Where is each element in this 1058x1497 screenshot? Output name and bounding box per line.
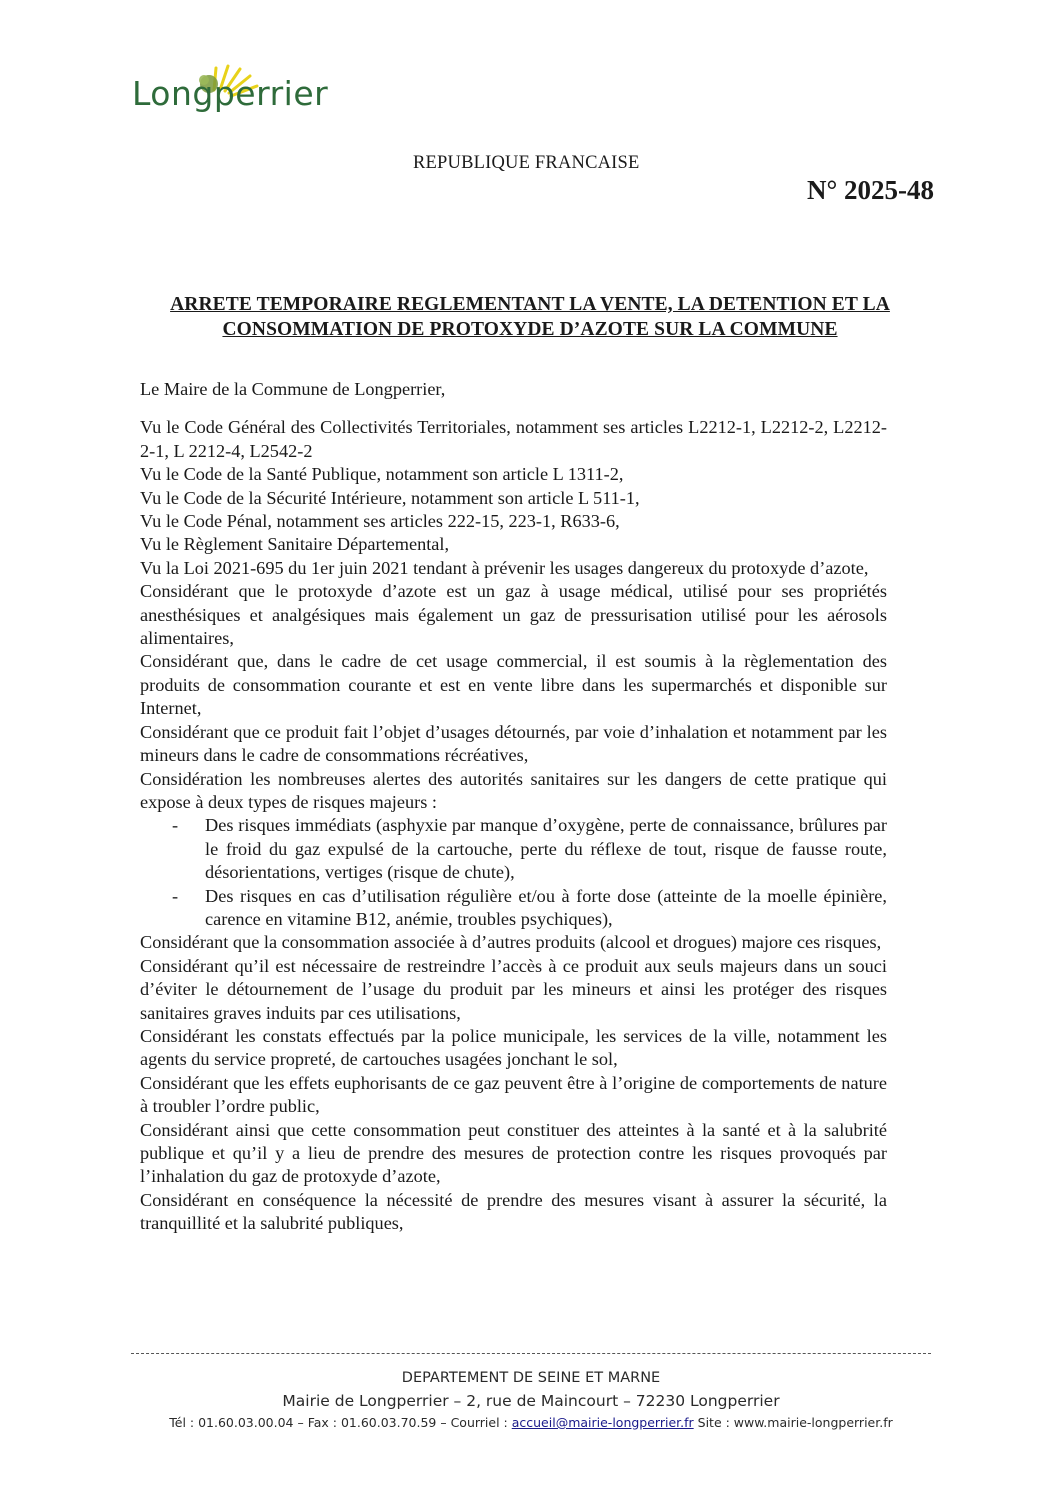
document-body	[140, 378, 887, 1236]
paragraph: Considérant que le protoxyde d’azote est un gaz à usage médical, utilisé pour ses propriétés anesthésiques et analgésiques mais également un gaz de pressurisation utilisé pour les aérosols alimentaires,	[140, 581, 887, 649]
arrete-number: N° 2025-48	[806, 175, 934, 205]
logo-text: Longperrier	[132, 74, 329, 113]
footer-address: Mairie de Longperrier – 2, rue de Maincourt – 72230 Longperrier	[282, 1392, 780, 1410]
footer-contact	[131, 1413, 931, 1433]
paragraph: Vu le Code de la Sécurité Intérieure, notamment son article L 511-1,	[140, 487, 640, 508]
title-line-2: CONSOMMATION DE PROTOXYDE D’AZOTE SUR LA COMMUNE	[222, 319, 838, 340]
paragraph: Vu le Code Pénal, notamment ses articles 222-15, 223-1, R633-6,	[140, 511, 620, 532]
paragraph: Considérant que la consommation associée à d’autres produits (alcool et drogues) majore ces risques,	[140, 932, 882, 953]
dash-bullet-icon: -	[172, 815, 179, 836]
paragraph: Considérant en conséquence la nécessité de prendre des mesures visant à assurer la sécurité, la tranquillité et la salubrité publiques,	[140, 1189, 887, 1234]
footer-website: Site : www.mairie-longperrier.fr	[693, 1415, 893, 1430]
footer-divider	[131, 1353, 931, 1354]
document-title	[120, 292, 940, 342]
paragraph: Considération les nombreuses alertes des autorités sanitaires sur les dangers de cette pratique qui expose à deux types de risques majeurs :	[140, 768, 887, 812]
paragraph: Considérant que les effets euphorisants de ce gaz peuvent être à l’origine de comportements de nature à troubler l’ordre public,	[140, 1072, 887, 1117]
paragraph: Considérant qu’il est nécessaire de restreindre l’accès à ce produit aux seuls majeurs dans un souci d’éviter le détournement de l’usage du produit par les mineurs et ainsi les protéger des risques sanitaires graves induits par ces utilisations,	[140, 955, 887, 1023]
risk-text: Des risques immédiats (asphyxie par manque d’oxygène, perte de connaissance, brûlures par le froid du gaz expulsé de la cartouche, perte du réflexe de tout, risque de fausse route, désorientations, vertiges (risque de chute),	[205, 815, 887, 883]
list-item	[140, 814, 887, 884]
paragraph: Vu le Code Général des Collectivités Territoriales, notamment ses articles L2212-1, L2212-2, L2212-2-1, L 2212-4, L2542-2	[140, 417, 887, 461]
risk-list	[140, 814, 887, 931]
paragraph: Considérant que, dans le cadre de cet usage commercial, il est soumis à la règlementation des produits de consommation courante et est en vente libre dans les supermarchés et disponible sur Internet,	[140, 651, 887, 719]
risk-text: Des risques en cas d’utilisation régulière et/ou à forte dose (atteinte de la moelle épinière, carence en vitamine B12, anémie, troubles psychiques),	[205, 885, 887, 929]
paragraph: Vu le Code de la Santé Publique, notamment son article L 1311-2,	[140, 464, 624, 485]
footer-phone-fax: Tél : 01.60.03.00.04 – Fax : 01.60.03.70.59 – Courriel :	[169, 1415, 512, 1430]
footer-email-link[interactable]: accueil@mairie-longperrier.fr	[511, 1415, 694, 1430]
paragraph: Vu le Règlement Sanitaire Départemental,	[140, 534, 450, 555]
maire-intro: Le Maire de la Commune de Longperrier,	[140, 379, 446, 399]
republique-header: REPUBLIQUE FRANCAISE	[413, 153, 640, 173]
paragraph: Considérant que ce produit fait l’objet d’usages détournés, par voie d’inhalation et notamment par les mineurs dans le cadre de consommations récréatives,	[140, 721, 887, 766]
paragraph: Considérant les constats effectués par la police municipale, les services de la ville, notamment les agents du service propreté, de cartouches usagées jonchant le sol,	[140, 1025, 887, 1070]
dash-bullet-icon: -	[172, 885, 179, 906]
title-line-1: ARRETE TEMPORAIRE REGLEMENTANT LA VENTE, LA DETENTION ET LA	[170, 294, 890, 315]
paragraph: Considérant ainsi que cette consommation peut constituer des atteintes à la santé et à la salubrité publique et qu’il y a lieu de prendre des mesures de protection contre les risques provoqués par l’inhalation du gaz de protoxyde d’azote,	[140, 1119, 887, 1187]
longperrier-logo	[132, 60, 362, 130]
footer	[131, 1367, 931, 1433]
footer-department: DEPARTEMENT DE SEINE ET MARNE	[401, 1370, 661, 1386]
paragraph: Vu la Loi 2021-695 du 1er juin 2021 tendant à prévenir les usages dangereux du protoxyde d’azote,	[140, 557, 869, 578]
list-item	[140, 885, 887, 932]
